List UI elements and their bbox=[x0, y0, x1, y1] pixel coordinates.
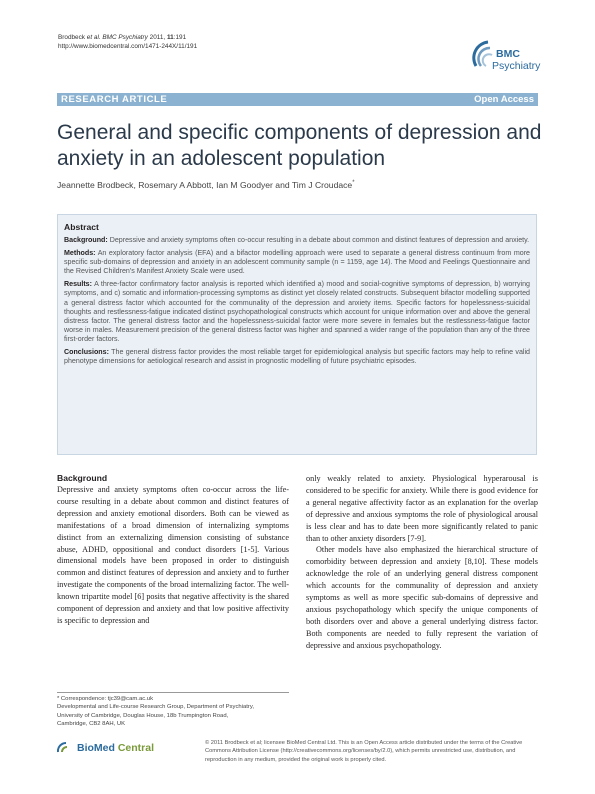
section-heading-background: Background bbox=[57, 473, 108, 483]
article-url-link[interactable]: http://www.biomedcentral.com/1471-244X/11/191 bbox=[58, 42, 198, 50]
correspondence-footnote bbox=[57, 692, 289, 729]
body-paragraph: Depressive and anxiety symptoms often co-occur across the life-course resulting in a debate about common and distinct features of depression and anxiety emotional disorders. Both can be viewed as manifestations of a broad dimension of internalizing symptoms distinct from an externalizing dimension consisting of substance abuse, ADHD, oppositional and conduct disorders [1-5]. Various dimensional models have been proposed in order to distinguish common and distinct features of depression and anxiety and to further investigate the components of the broad internalizing factor. The well-known tripartite model [6] posits that negative affectivity is the shared component of depression and anxiety and that low positive affectivity is specific to depression and bbox=[57, 485, 289, 625]
article-type-banner bbox=[57, 93, 538, 106]
article-title: General and specific components of depression and anxiety in an adolescent population bbox=[57, 121, 542, 170]
bmc-psychiatry-logo bbox=[470, 36, 550, 86]
abstract-conclusions: Conclusions: The general distress factor provides the most reliable target for epidemiological analysis but specific factors may help to refine valid phenotype dimensions for aetiological research and assist in prognostic modelling of future psychiatric episodes. bbox=[64, 348, 530, 366]
abstract-results: Results: A three-factor confirmatory factor analysis is reported which identified a) mood and social-cognitive symptoms of depression, b) worrying symptoms, and c) somatic and information-processing symptoms as distinct yet closely related constructs. Subsequent bifactor modelling supported a general distress factor which accounted for the communality of the depression and anxiety items. Specific factors for hopelessness-suicidal thoughts and restlessness-fatigue indicated distinct psychopathological constructs which account for unique information over and above the general distress factor. The general distress factor and the hopelessness-suicidal factor were more severe in females but the restlessness-fatigue factor worse in males. Measurement precision of the general distress factor was higher and spanned a wider range of the population than any of the three first-order factors. bbox=[64, 280, 530, 343]
open-access-label: Open Access bbox=[474, 94, 534, 105]
abstract-box bbox=[57, 214, 537, 455]
body-column-right bbox=[306, 473, 538, 652]
author-list bbox=[57, 180, 355, 190]
body-paragraph: Other models have also emphasized the hierarchical structure of comorbidity between depression and anxiety [8,10]. These models acknowledge the role of an underlying general distress component which accounts for the communality of depression and anxiety symptoms as well as more specific sub-domains of depressive and anxious psychopathology which specify the unique components of both disorders over and above a general underlying distress factor. Both components are needed to fully represent the variation of depressive and anxious psychopathology. bbox=[306, 545, 538, 650]
biomed-central-wordmark: BioMed Central bbox=[77, 742, 155, 754]
body-paragraph: only weakly related to anxiety. Physiological hyperarousal is considered to be specific for anxiety. While there is good evidence for a general negative affectivity factor as an explanation for the overlap of depressive and anxious symptoms the role of physiological arousal is less clear and has to date been more significantly related to panic than to other anxiety disorders [7-9]. bbox=[306, 474, 538, 543]
citation-header bbox=[58, 34, 197, 51]
affiliation-line: University of Cambridge, Douglas House, 18b Trumpington Road, bbox=[57, 712, 229, 719]
license-statement: © 2011 Brodbeck et al; licensee BioMed Central Ltd. This is an Open Access article distributed under the terms of the Creative Commons Attribution License (http://creativecommons.org/licenses/by/2.0), which permits unrestricted use, distribution, and reproduction in any medium, provided the original work is properly cited. bbox=[205, 740, 523, 763]
abstract-methods: Methods: An exploratory factor analysis (EFA) and a bifactor modelling approach were used to separate a general distress continuum from more specific sub-domains of depression and anxiety in an adolescent community sample (n = 1159, age 14). The Mood and Feelings Questionnaire and the Revised Children's Manifest Anxiety Scale were used. bbox=[64, 249, 530, 276]
corresponding-author-mark: * bbox=[352, 180, 355, 187]
biomed-central-mark-icon bbox=[57, 741, 75, 755]
citation-line: Brodbeck et al. BMC Psychiatry 2011, 11:191 bbox=[58, 34, 187, 41]
affiliation-line: Developmental and Life-course Research Group, Department of Psychiatry, bbox=[57, 704, 254, 711]
biomed-central-logo bbox=[57, 741, 177, 757]
logo-bmc-text: BMC bbox=[496, 48, 520, 60]
logo-journal-text: Psychiatry bbox=[492, 60, 541, 72]
affiliation-line: Cambridge, CB2 8AH, UK bbox=[57, 721, 126, 728]
correspondence-email[interactable]: * Correspondence: tjc39@cam.ac.uk bbox=[57, 696, 154, 702]
article-type-label: RESEARCH ARTICLE bbox=[61, 94, 168, 105]
abstract-background: Background: Depressive and anxiety symptoms often co-occur resulting in a debate about common and distinct features of depression and anxiety. bbox=[64, 236, 530, 244]
author-names: Jeannette Brodbeck, Rosemary A Abbott, Ian M Goodyer and Tim J Croudace bbox=[57, 180, 353, 190]
body-column-left bbox=[57, 473, 289, 627]
abstract-heading: Abstract bbox=[64, 222, 99, 232]
